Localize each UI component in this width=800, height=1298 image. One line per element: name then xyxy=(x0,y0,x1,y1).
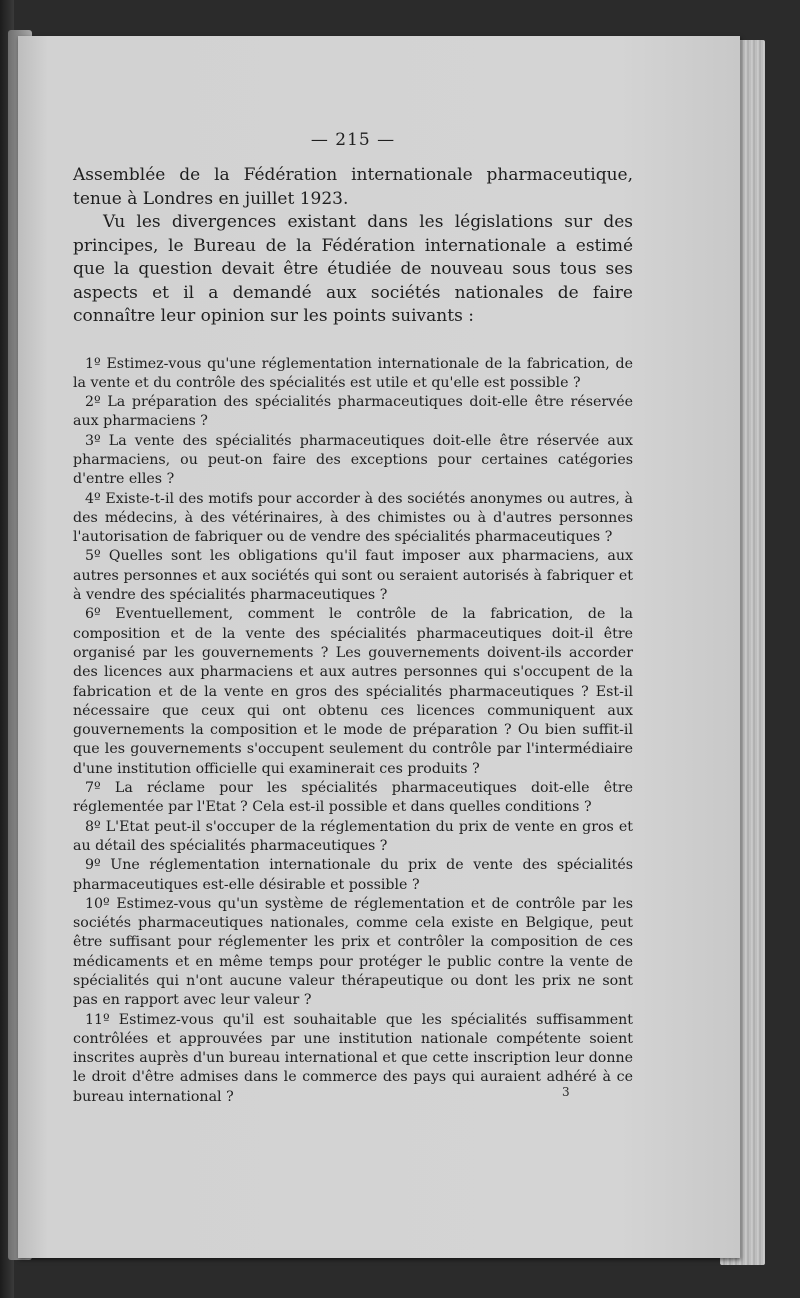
question-item: 8º L'Etat peut-il s'occuper de la réglementation du prix de vente en gros et au détail des spécialités pharmaceutiques ? xyxy=(73,818,633,854)
question-item: 10º Estimez-vous qu'un système de réglementation et de contrôle par les sociétés pharmaceutiques nationales, comme cela existe en Belgique, peut être suffisant pour réglementer les prix et contrôler la composition de ces médicaments et en même temps pour protéger le public contre la vente de spécialités qui n'ont aucune valeur thérapeutique ou dont les prix ne sont pas en rapport avec leur valeur ? xyxy=(73,895,633,1009)
intro-section xyxy=(73,164,633,329)
question-item: 3º La vente des spécialités pharmaceutiques doit-elle être réservée aux pharmaciens, ou peut-on faire des exceptions pour certaines catégories d'entre elles ? xyxy=(73,432,633,488)
intro-paragraph: Assemblée de la Fédération internationale pharmaceutique, tenue à Londres en juillet 1923. xyxy=(73,165,633,209)
intro-paragraph: Vu les divergences existant dans les législations sur des principes, le Bureau de la Fédération internationale a estimé que la question devait être étudiée de nouveau sous tous ses aspects et il a demandé aux sociétés nationales de faire connaître leur opinion sur les points suivants : xyxy=(73,212,633,326)
question-item: 5º Quelles sont les obligations qu'il faut imposer aux pharmaciens, aux autres personnes et aux sociétés qui sont ou seraient autorisés à fabriquer et à vendre des spécialités pharmaceutiques ? xyxy=(73,548,633,604)
question-item: 7º La réclame pour les spécialités pharmaceutiques doit-elle être réglementée par l'Etat ? Cela est-il possible et dans quelles conditions ? xyxy=(73,780,633,816)
question-item: 1º Estimez-vous qu'une réglementation internationale de la fabrication, de la vente et du contrôle des spécialités est utile et qu'elle est possible ? xyxy=(73,355,633,391)
questions-list xyxy=(73,355,633,1108)
question-item: 6º Eventuellement, comment le contrôle de la fabrication, de la composition et de la vente des spécialités pharmaceutiques doit-il être organisé par les gouvernements ? Les gouvernements doivent-ils accorder des licences aux pharmaciens et aux autres personnes qui s'occupent de la fabrication et de la vente en gros des spécialités pharmaceutiques ? Est-il nécessaire que ceux qui ont obtenu ces licences communiquent aux gouvernements la composition et le mode de préparation ? Ou bien suffit-il que les gouvernements s'occupent seulement du contrôle par l'intermédiaire d'une institution officielle qui examinerait ces produits ? xyxy=(73,606,633,777)
signature-mark: 3 xyxy=(562,1085,570,1099)
question-item: 4º Existe-t-il des motifs pour accorder à des sociétés anonymes ou autres, à des médecins, à des vétérinaires, à des chimistes ou à d'autres personnes l'autorisation de fabriquer ou de vendre des spécialités pharmaceutiques ? xyxy=(73,490,633,546)
page-content xyxy=(73,130,633,1107)
question-item: 2º La préparation des spécialités pharmaceutiques doit-elle être réservée aux pharmaciens ? xyxy=(73,394,633,430)
question-item: 9º Une réglementation internationale du prix de vente des spécialités pharmaceutiques est-elle désirable et possible ? xyxy=(73,857,633,893)
question-item: 11º Estimez-vous qu'il est souhaitable que les spécialités suffisamment contrôlées et approuvées par une institution nationale compétente soient inscrites auprès d'un bureau international et que cette inscription leur donne le droit d'être admises dans le commerce des pays qui auraient adhéré à ce bureau international ? xyxy=(73,1011,633,1105)
page-number: — 215 — xyxy=(310,130,396,150)
